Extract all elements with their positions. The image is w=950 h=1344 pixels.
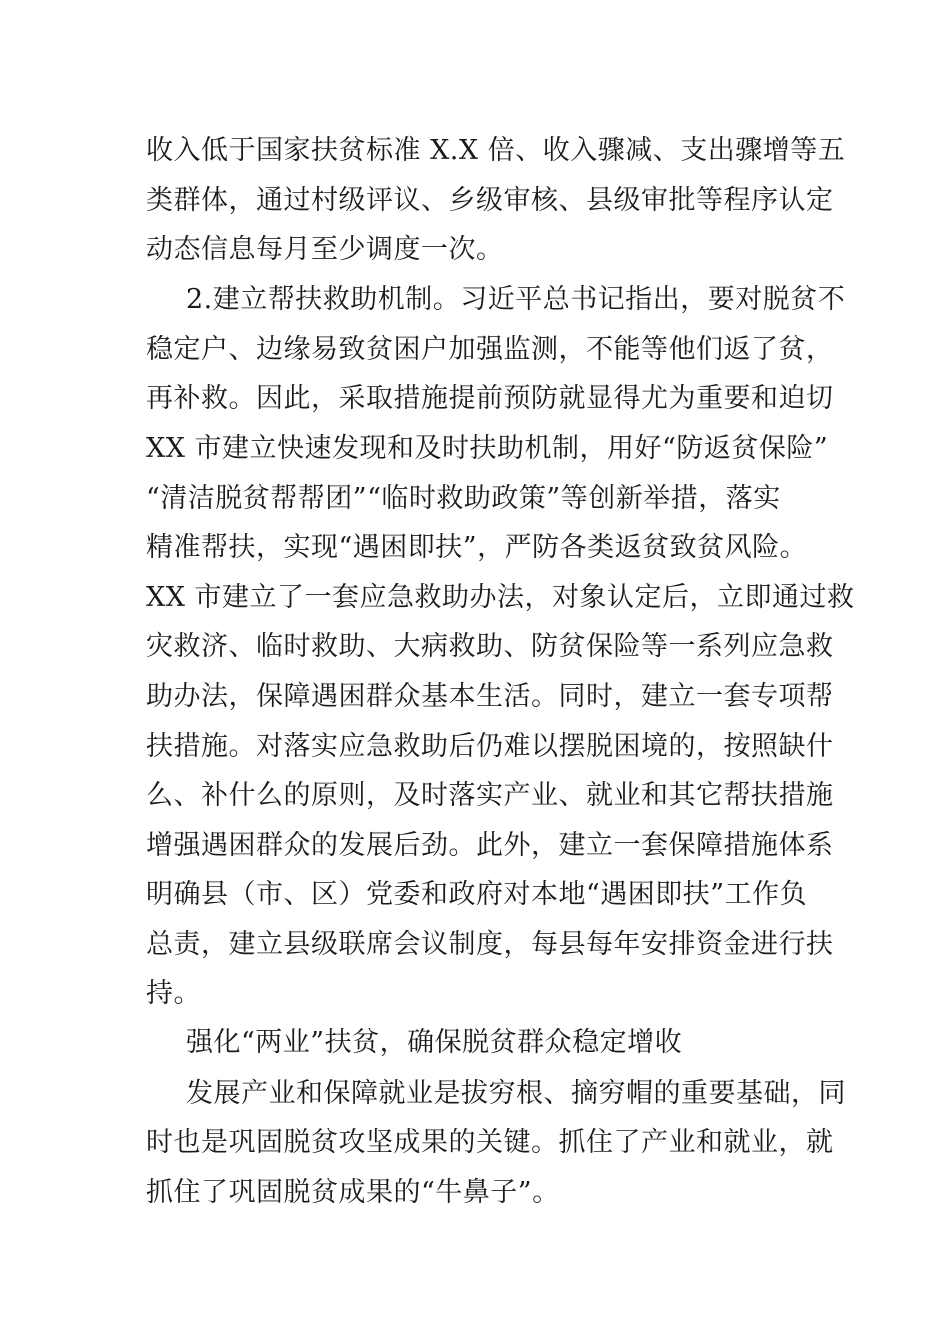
paragraph-line: 类群体，通过村级评议、乡级审核、县级审批等程序认定 bbox=[146, 185, 834, 216]
paragraph-line: “清洁脱贫帮帮团”“临时救助政策”等创新举措，落实 bbox=[146, 483, 781, 514]
paragraph-line: 灾救济、临时救助、大病救助、防贫保险等一系列应急救 bbox=[146, 631, 834, 662]
section-heading-line: 2.建立帮扶救助机制。习近平总书记指出，要对脱贫不 bbox=[186, 284, 846, 315]
paragraph-line: XX 市建立快速发现和及时扶助机制，用好“防返贫保险” bbox=[146, 433, 829, 464]
paragraph-line: 么、补什么的原则，及时落实产业、就业和其它帮扶措施 bbox=[146, 780, 834, 811]
paragraph-line: 增强遇困群众的发展后劲。此外，建立一套保障措施体系 bbox=[146, 830, 834, 861]
paragraph-line: 动态信息每月至少调度一次。 bbox=[146, 234, 504, 265]
paragraph-line: 再补救。因此，采取措施提前预防就显得尤为重要和迫切 bbox=[146, 383, 834, 414]
paragraph-line: 收入低于国家扶贫标准 X.X 倍、收入骤减、支出骤增等五 bbox=[146, 135, 846, 166]
paragraph-line: XX 市建立了一套应急救助办法，对象认定后，立即通过救 bbox=[146, 582, 855, 613]
paragraph-line: 明确县（市、区）党委和政府对本地“遇困即扶”工作负 bbox=[146, 879, 808, 910]
paragraph-line: 扶措施。对落实应急救助后仍难以摆脱困境的，按照缺什 bbox=[146, 731, 834, 762]
paragraph-line: 持。 bbox=[146, 978, 201, 1009]
paragraph-line: 抓住了巩固脱贫成果的“牛鼻子”。 bbox=[146, 1177, 560, 1208]
paragraph-line: 时也是巩固脱贫攻坚成果的关键。抓住了产业和就业，就 bbox=[146, 1127, 834, 1158]
paragraph-line: 助办法，保障遇困群众基本生活。同时，建立一套专项帮 bbox=[146, 681, 834, 712]
paragraph-line: 精准帮扶，实现“遇困即扶”，严防各类返贫致贫风险。 bbox=[146, 532, 808, 563]
paragraph-line: 稳定户、边缘易致贫困户加强监测，不能等他们返了贫， bbox=[146, 334, 834, 365]
paragraph-line: 总责，建立县级联席会议制度，每县每年安排资金进行扶 bbox=[146, 929, 834, 960]
paragraph-line: 发展产业和保障就业是拔穷根、摘穷帽的重要基础，同 bbox=[186, 1078, 846, 1109]
subheading-line: 强化“两业”扶贫，确保脱贫群众稳定增收 bbox=[186, 1027, 683, 1058]
